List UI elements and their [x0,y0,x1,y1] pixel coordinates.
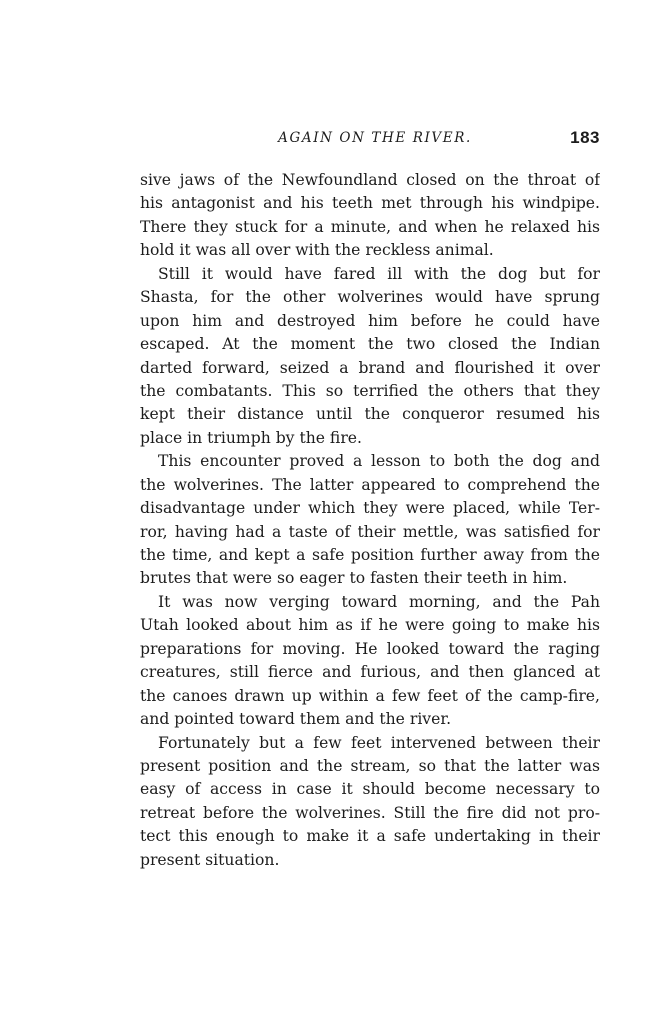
text-line: hold it was all over with the reckless animal. [140,241,494,260]
text-line: the canoes drawn up within a few feet of the camp-fire, [140,686,600,705]
body-text [140,169,600,872]
running-title: AGAIN ON THE RIVER. [278,130,472,146]
text-line: There they stuck for a minute, and when he relaxed his [140,217,600,236]
text-line: tect this enough to make it a safe undertaking in their [140,827,600,846]
text-line: This encounter proved a lesson to both the dog and [158,452,600,471]
text-line: creatures, still fierce and furious, and then glanced at [140,663,600,682]
text-line: sive jaws of the Newfoundland closed on the throat of [140,171,600,189]
text-line: his antagonist and his teeth met through his windpipe. [140,194,600,213]
text-line: brutes that were so eager to fasten their teeth in him. [140,569,568,588]
running-head [140,128,600,154]
text-line: It was now verging toward morning, and the Pah [158,592,600,611]
text-line: place in triumph by the fire. [140,428,362,447]
text-line: the time, and kept a safe position further away from the [140,546,600,564]
text-line: Shasta, for the other wolverines would have sprung [140,288,600,307]
text-line: ror, having had a taste of their mettle, was satisfied for [140,522,600,541]
page-number: 183 [570,128,600,147]
text-line: easy of access in case it should become necessary to [140,780,600,799]
text-line: disadvantage under which they were placed, while Ter- [140,499,600,518]
text-line: Utah looked about him as if he were going to make his [140,616,600,635]
text-line: upon him and destroyed him before he could have [140,311,600,330]
text-line: Fortunately but a few feet intervened between their [158,733,600,752]
text-line: present situation. [140,850,280,869]
text-line: retreat before the wolverines. Still the fire did not pro- [140,803,600,822]
text-line: the wolverines. The latter appeared to comprehend the [140,475,600,494]
text-line: the combatants. This so terrified the others that they [140,381,600,400]
text-line: present position and the stream, so that the latter was [140,756,600,775]
text-line: darted forward, seized a brand and flourished it over [140,358,600,377]
text-line: and pointed toward them and the river. [140,710,452,729]
text-line: Still it would have fared ill with the dog but for [158,264,600,283]
text-line: preparations for moving. He looked toward the raging [140,639,600,658]
text-line: escaped. At the moment the two closed the Indian [140,335,600,354]
text-line: kept their distance until the conqueror resumed his [140,405,600,424]
